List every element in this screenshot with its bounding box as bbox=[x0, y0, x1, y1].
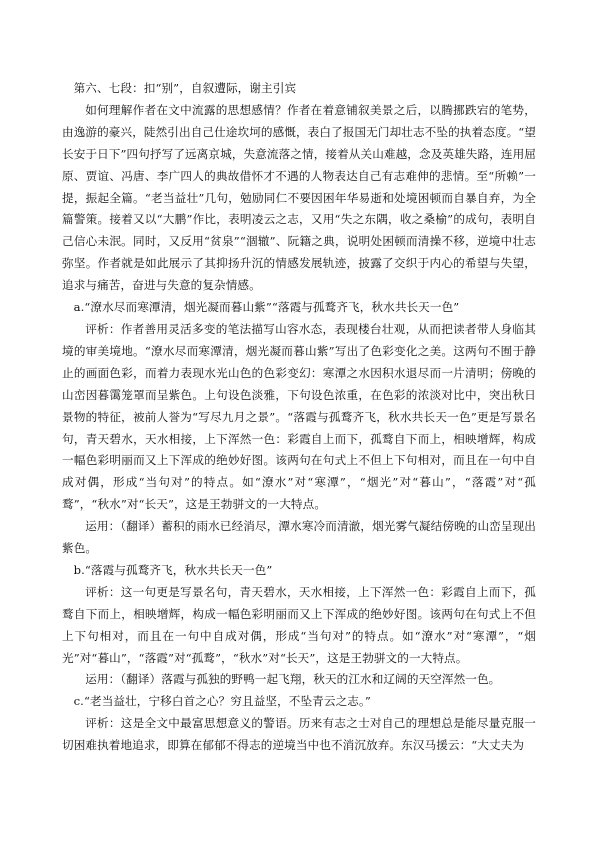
item-a-quote: a.“潦水尽而寒潭清，烟光凝而暮山紫”“落霞与孤鹜齐飞，秋水共长天一色” bbox=[73, 300, 460, 315]
item-a-commentary: 评析：作者善用灵活多变的笔法描写山容水态，表现楼台壮观，从而把读者带人身临其境的审美境地。“潦水尽而寒潭清，烟光凝而暮山紫”写出了色彩变化之美。这两句不囿于静止的画面色彩，而着力表现水光山色的色彩变幻：寒潭之水因积水退尽而一片清明；傍晚的山峦因暮霭笼罩而呈紫色。上句设色淡雅，下句设色浓重，在色彩的浓淡对比中，突出秋日景物的特征，被前人誉为“写尽九月之景”。“落霞与孤鹜齐飞，秋水共长天一色”更是写景名句，青天碧水，天水相接，上下浑然一色：彩霞自上而下，孤鹜自下而上，相映增辉，构成一幅色彩明丽而又上下浑成的绝妙好图。该两句在句式上不但上下句相对，而且在一句中自成对偶，形成“当句对”的特点。如“潦水”对“寒潭”，“烟光”对“暮山”，“落霞”对“孤鹜”，“秋水”对“长天”，这是王勃骈文的一大特点。 bbox=[62, 321, 536, 512]
section-heading: 第六、七段：扣“别”，自叙遭际，谢主引宾 bbox=[73, 81, 297, 95]
item-a-translation: 运用：（翻译）蓄积的雨水已经消尽，潭水寒冷而清澈，烟光雾气凝结傍晚的山峦呈现出紫色。 bbox=[62, 519, 536, 556]
item-c-quote: c.“老当益壮，宁移白首之心？穷且益坚，不坠青云之志。” bbox=[73, 694, 371, 709]
item-b-quote: b.“落霞与孤鹜齐飞，秋水共长天一色” bbox=[73, 562, 273, 577]
item-c-commentary: 评析：这是全文中最富思想意义的警语。历来有志之士对自己的理想总是能尽量克服一切困难执着地追求，即算在郁郁不得志的逆境当中也不消沉放弃。东汉马援云：“大丈夫为 bbox=[62, 716, 536, 753]
item-b-translation: 运用：（翻译）落霞与孤独的野鸭一起飞翔，秋天的江水和辽阔的天空浑然一色。 bbox=[85, 672, 501, 687]
item-b-commentary: 评析：这一句更是写景名句，青天碧水，天水相接，上下浑然一色：彩霞自上而下，孤鹜自下而上，相映增辉，构成一幅色彩明丽而又上下浑成的绝妙好图。该两句在句式上不但上下句相对，而且在一句中自成对偶，形成“当句对”的特点。如“潦水”对“寒潭”，“烟光”对“暮山”，“落霞”对“孤鹜”，“秋水”对“长天”，这是王勃骈文的一大特点。 bbox=[62, 584, 536, 665]
thought-emotion-paragraph: 如何理解作者在文中流露的思想感情？作者在着意铺叙美景之后，以腾挪跌宕的笔势，由逸游的豪兴，陡然引出自己仕途坎坷的感慨，表白了报国无门却壮志不坠的执着态度。“望长安于日下”四句抒写了远离京城，失意流落之情，接着从关山难越，念及英雄失路，连用屈原、贾谊、冯唐、李广四人的典故借怀才不遇的人物表达自己有志难伸的悲情。至“所赖”一提，振起全篇。“老当益壮”几句，勉励同仁不要因困年华易逝和处境困顿而自暴自弃，为全篇警策。接着又以“大鹏”作比，表明凌云之志，又用“失之东隅，收之桑榆”的成句，表明自己信心未泯。同时，又反用“贫泉”“涸辙”、阮籍之典，说明处困顿而清操不移，逆境中壮志弥坚。作者就是如此展示了其抑扬升沉的情感发展轨迹，披露了交织于内心的希望与失望，追求与痛苦，奋进与失意的复杂情感。 bbox=[62, 102, 536, 293]
document-body bbox=[62, 78, 536, 757]
